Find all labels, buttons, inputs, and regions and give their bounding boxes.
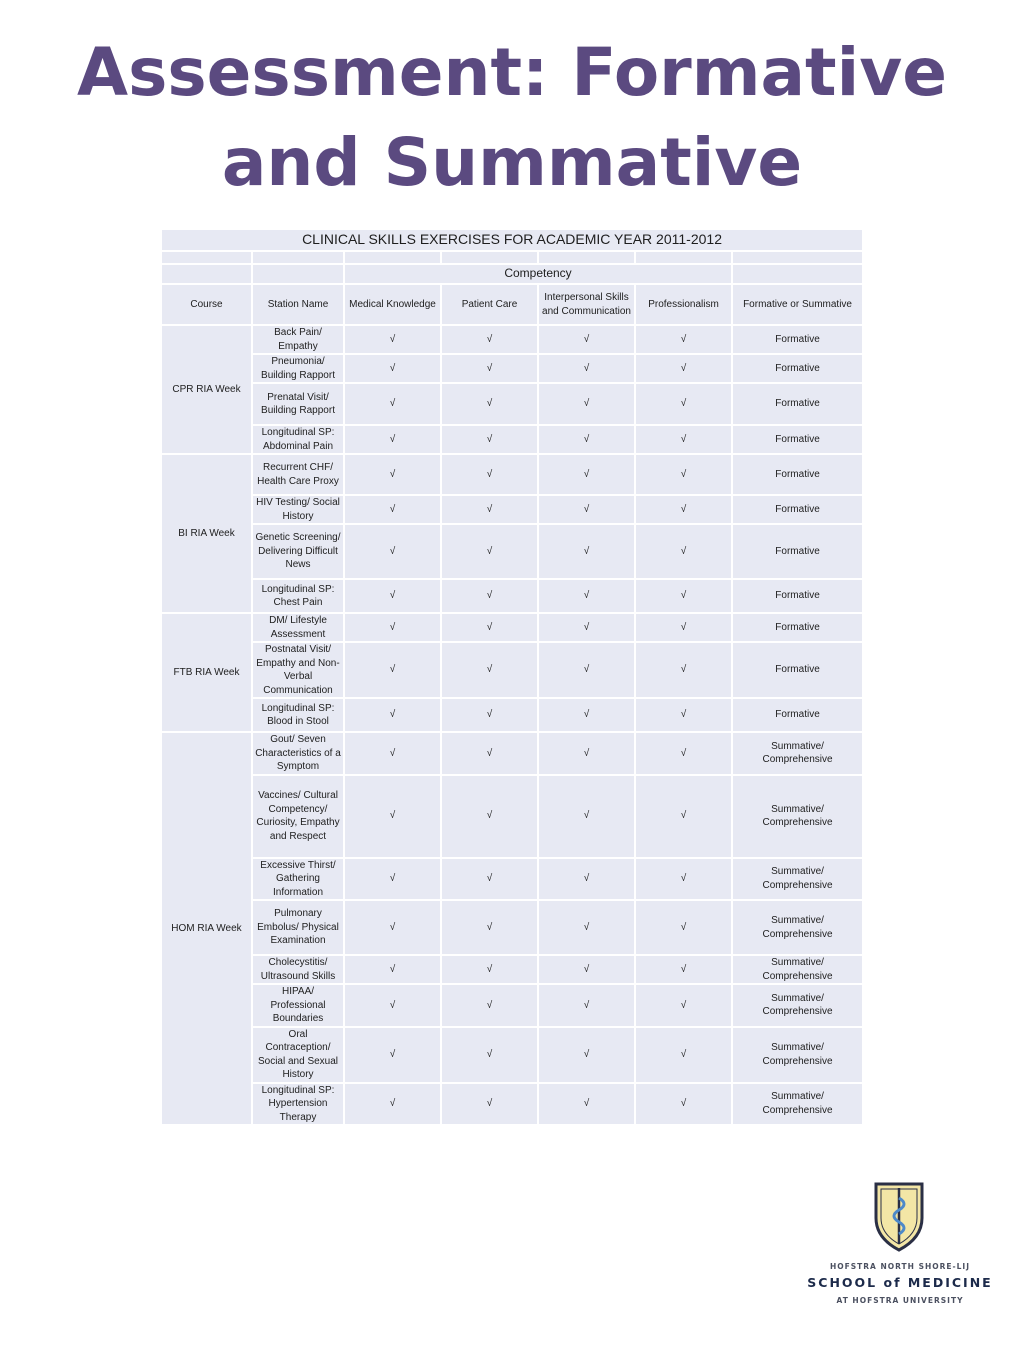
assessment-type-cell: Formative	[732, 642, 863, 698]
check-professionalism: √	[635, 900, 732, 955]
school-logo	[800, 1180, 1000, 1310]
check-medical-knowledge: √	[344, 955, 441, 984]
check-medical-knowledge: √	[344, 642, 441, 698]
logo-line-1: HOFSTRA NORTH SHORE-LIJ	[829, 1262, 970, 1271]
col-header-professionalism: Professionalism	[635, 284, 732, 325]
blank-row	[161, 251, 863, 264]
check-professionalism: √	[635, 732, 732, 775]
check-interpersonal: √	[538, 354, 635, 383]
assessment-type-cell: Formative	[732, 495, 863, 524]
table-row	[161, 698, 863, 732]
clinical-skills-grid	[160, 228, 864, 1126]
station-cell: Postnatal Visit/ Empathy and Non-Verbal Communication	[252, 642, 344, 698]
table-row	[161, 900, 863, 955]
assessment-type-cell: Formative	[732, 613, 863, 642]
check-professionalism: √	[635, 858, 732, 901]
check-medical-knowledge: √	[344, 732, 441, 775]
table-row	[161, 775, 863, 858]
check-professionalism: √	[635, 454, 732, 495]
col-header-patient-care: Patient Care	[441, 284, 538, 325]
check-medical-knowledge: √	[344, 579, 441, 613]
station-cell: DM/ Lifestyle Assessment	[252, 613, 344, 642]
check-professionalism: √	[635, 425, 732, 454]
check-patient-care: √	[441, 354, 538, 383]
col-header-interpersonal: Interpersonal Skills and Communication	[538, 284, 635, 325]
check-patient-care: √	[441, 325, 538, 354]
check-patient-care: √	[441, 955, 538, 984]
station-cell: Pulmonary Embolus/ Physical Examination	[252, 900, 344, 955]
check-medical-knowledge: √	[344, 425, 441, 454]
check-interpersonal: √	[538, 1027, 635, 1083]
competency-header: Competency	[344, 264, 732, 284]
check-medical-knowledge: √	[344, 900, 441, 955]
assessment-type-cell: Summative/ Comprehensive	[732, 900, 863, 955]
assessment-type-cell: Summative/ Comprehensive	[732, 984, 863, 1027]
station-cell: Genetic Screening/ Delivering Difficult News	[252, 524, 344, 579]
station-cell: Longitudinal SP: Abdominal Pain	[252, 425, 344, 454]
check-professionalism: √	[635, 642, 732, 698]
station-cell: HIV Testing/ Social History	[252, 495, 344, 524]
check-patient-care: √	[441, 524, 538, 579]
check-patient-care: √	[441, 1027, 538, 1083]
check-medical-knowledge: √	[344, 524, 441, 579]
table-row	[161, 524, 863, 579]
station-cell: Gout/ Seven Characteristics of a Symptom	[252, 732, 344, 775]
check-professionalism: √	[635, 579, 732, 613]
check-medical-knowledge: √	[344, 775, 441, 858]
check-professionalism: √	[635, 698, 732, 732]
check-interpersonal: √	[538, 383, 635, 425]
check-medical-knowledge: √	[344, 1083, 441, 1126]
check-medical-knowledge: √	[344, 613, 441, 642]
clinical-skills-table	[160, 228, 862, 1126]
check-medical-knowledge: √	[344, 495, 441, 524]
table-row	[161, 642, 863, 698]
station-cell: HIPAA/ Professional Boundaries	[252, 984, 344, 1027]
check-patient-care: √	[441, 454, 538, 495]
station-cell: Cholecystitis/ Ultrasound Skills	[252, 955, 344, 984]
station-cell: Longitudinal SP: Blood in Stool	[252, 698, 344, 732]
check-interpersonal: √	[538, 524, 635, 579]
check-interpersonal: √	[538, 1083, 635, 1126]
page-title: Assessment: Formative and Summative	[77, 34, 947, 201]
check-patient-care: √	[441, 900, 538, 955]
logo-line-2: SCHOOL of MEDICINE	[807, 1275, 993, 1290]
check-interpersonal: √	[538, 775, 635, 858]
check-professionalism: √	[635, 354, 732, 383]
check-professionalism: √	[635, 325, 732, 354]
check-medical-knowledge: √	[344, 858, 441, 901]
course-cell: FTB RIA Week	[161, 613, 252, 732]
course-cell: CPR RIA Week	[161, 325, 252, 454]
check-interpersonal: √	[538, 955, 635, 984]
assessment-type-cell: Formative	[732, 425, 863, 454]
check-medical-knowledge: √	[344, 984, 441, 1027]
check-patient-care: √	[441, 732, 538, 775]
check-interpersonal: √	[538, 642, 635, 698]
check-interpersonal: √	[538, 984, 635, 1027]
station-cell: Longitudinal SP: Hypertension Therapy	[252, 1083, 344, 1126]
col-header-medical-knowledge: Medical Knowledge	[344, 284, 441, 325]
station-cell: Prenatal Visit/ Building Rapport	[252, 383, 344, 425]
table-row	[161, 454, 863, 495]
col-header-station: Station Name	[252, 284, 344, 325]
check-patient-care: √	[441, 642, 538, 698]
assessment-type-cell: Formative	[732, 325, 863, 354]
check-patient-care: √	[441, 1083, 538, 1126]
check-medical-knowledge: √	[344, 325, 441, 354]
check-patient-care: √	[441, 495, 538, 524]
check-interpersonal: √	[538, 454, 635, 495]
check-patient-care: √	[441, 613, 538, 642]
check-patient-care: √	[441, 984, 538, 1027]
check-interpersonal: √	[538, 698, 635, 732]
check-medical-knowledge: √	[344, 454, 441, 495]
table-row	[161, 732, 863, 775]
col-header-assessment-type: Formative or Summative	[732, 284, 863, 325]
check-professionalism: √	[635, 383, 732, 425]
check-interpersonal: √	[538, 325, 635, 354]
table-row	[161, 1083, 863, 1126]
check-patient-care: √	[441, 425, 538, 454]
check-interpersonal: √	[538, 495, 635, 524]
assessment-type-cell: Formative	[732, 383, 863, 425]
check-interpersonal: √	[538, 613, 635, 642]
table-row	[161, 1027, 863, 1083]
check-interpersonal: √	[538, 732, 635, 775]
check-patient-care: √	[441, 698, 538, 732]
table-caption: CLINICAL SKILLS EXERCISES FOR ACADEMIC YEAR 2011-2012	[161, 229, 863, 251]
shield-icon	[873, 1180, 925, 1252]
assessment-type-cell: Summative/ Comprehensive	[732, 775, 863, 858]
check-interpersonal: √	[538, 858, 635, 901]
check-professionalism: √	[635, 613, 732, 642]
check-patient-care: √	[441, 579, 538, 613]
col-header-course: Course	[161, 284, 252, 325]
assessment-type-cell: Summative/ Comprehensive	[732, 955, 863, 984]
assessment-type-cell: Formative	[732, 698, 863, 732]
check-professionalism: √	[635, 775, 732, 858]
check-interpersonal: √	[538, 425, 635, 454]
station-cell: Oral Contraception/ Social and Sexual History	[252, 1027, 344, 1083]
check-patient-care: √	[441, 858, 538, 901]
check-medical-knowledge: √	[344, 698, 441, 732]
check-medical-knowledge: √	[344, 354, 441, 383]
check-professionalism: √	[635, 1027, 732, 1083]
assessment-type-cell: Summative/ Comprehensive	[732, 732, 863, 775]
check-professionalism: √	[635, 955, 732, 984]
station-cell: Back Pain/ Empathy	[252, 325, 344, 354]
check-professionalism: √	[635, 495, 732, 524]
table-row	[161, 425, 863, 454]
column-header-row	[161, 284, 863, 325]
station-cell: Recurrent CHF/ Health Care Proxy	[252, 454, 344, 495]
assessment-type-cell: Formative	[732, 454, 863, 495]
station-cell: Vaccines/ Cultural Competency/ Curiosity, Empathy and Respect	[252, 775, 344, 858]
table-row	[161, 955, 863, 984]
assessment-type-cell: Formative	[732, 354, 863, 383]
check-patient-care: √	[441, 775, 538, 858]
assessment-type-cell: Summative/ Comprehensive	[732, 1083, 863, 1126]
station-cell: Longitudinal SP: Chest Pain	[252, 579, 344, 613]
check-professionalism: √	[635, 1083, 732, 1126]
check-medical-knowledge: √	[344, 383, 441, 425]
course-cell: BI RIA Week	[161, 454, 252, 613]
assessment-type-cell: Summative/ Comprehensive	[732, 858, 863, 901]
station-cell: Pneumonia/ Building Rapport	[252, 354, 344, 383]
check-interpersonal: √	[538, 579, 635, 613]
table-row	[161, 325, 863, 354]
check-patient-care: √	[441, 383, 538, 425]
check-professionalism: √	[635, 984, 732, 1027]
assessment-type-cell: Summative/ Comprehensive	[732, 1027, 863, 1083]
table-row	[161, 613, 863, 642]
check-professionalism: √	[635, 524, 732, 579]
logo-line-3: AT HOFSTRA UNIVERSITY	[836, 1296, 964, 1305]
assessment-type-cell: Formative	[732, 524, 863, 579]
table-row	[161, 579, 863, 613]
table-row	[161, 354, 863, 383]
table-row	[161, 383, 863, 425]
table-row	[161, 858, 863, 901]
station-cell: Excessive Thirst/ Gathering Information	[252, 858, 344, 901]
course-cell: HOM RIA Week	[161, 732, 252, 1125]
assessment-type-cell: Formative	[732, 579, 863, 613]
table-row	[161, 984, 863, 1027]
check-medical-knowledge: √	[344, 1027, 441, 1083]
table-row	[161, 495, 863, 524]
check-interpersonal: √	[538, 900, 635, 955]
